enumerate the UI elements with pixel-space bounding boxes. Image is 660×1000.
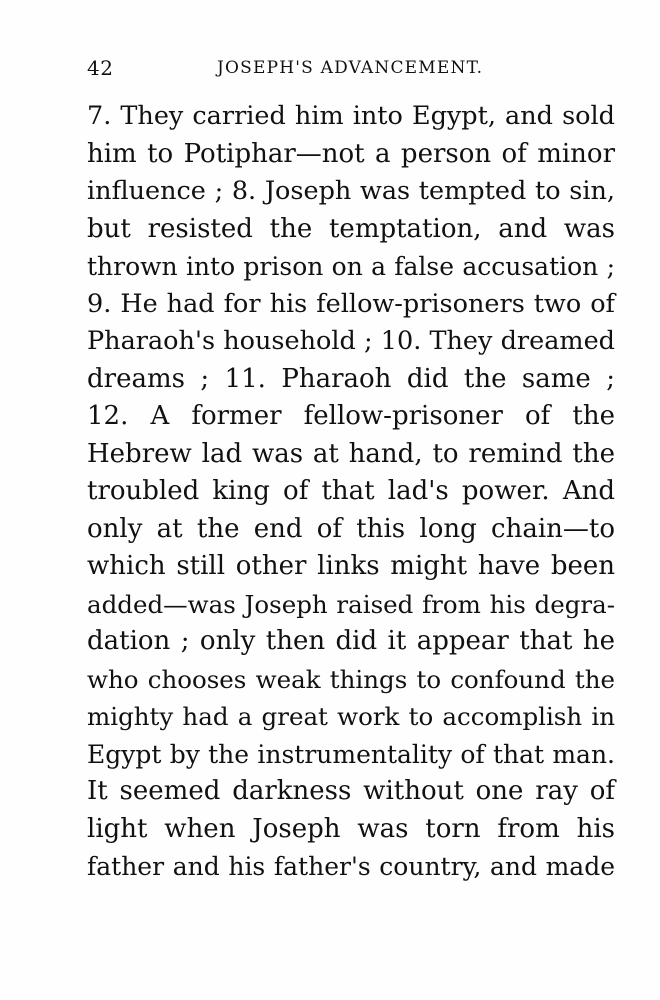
text-line: added—was Joseph raised from his degra- (87, 589, 615, 619)
running-title: JOSEPH'S ADVANCEMENT. (217, 58, 484, 78)
text-line: Egypt by the instrumentality of that man. (87, 739, 615, 769)
text-line: mighty had a great work to accomplish in (87, 702, 615, 731)
running-head (87, 56, 615, 80)
text-line: dation ; only then did it appear that he (87, 626, 615, 656)
text-line: only at the end of this long chain—to (87, 513, 615, 544)
text-line: father and his father's country, and made (87, 852, 615, 881)
text-line: 9. He had for his fellow-prisoners two of (87, 288, 615, 319)
body-text (87, 98, 615, 886)
text-line: 12. A former fellow-prisoner of the (87, 401, 615, 431)
text-line: 7. They carried him into Egypt, and sold (87, 101, 615, 131)
text-line: dreams ; 11. Pharaoh did the same ; (87, 363, 615, 394)
text-line: him to Potiphar—not a person of minor (87, 138, 615, 169)
text-line: Hebrew lad was at hand, to remind the (87, 438, 615, 469)
text-line: which still other links might have been (87, 551, 615, 581)
text-line: It seemed darkness without one ray of (87, 776, 615, 806)
text-line: thrown into prison on a false accusation ; (87, 252, 615, 281)
text-line: Pharaoh's household ; 10. They dreamed (87, 326, 615, 356)
text-line: troubled king of that lad's power. And (87, 476, 615, 506)
text-line: influence ; 8. Joseph was tempted to sin, (87, 176, 615, 206)
page-number: 42 (87, 56, 114, 80)
text-line: but resisted the temptation, and was (87, 213, 615, 244)
text-line: light when Joseph was torn from his (87, 813, 615, 844)
text-line: who chooses weak things to confound the (87, 664, 615, 694)
